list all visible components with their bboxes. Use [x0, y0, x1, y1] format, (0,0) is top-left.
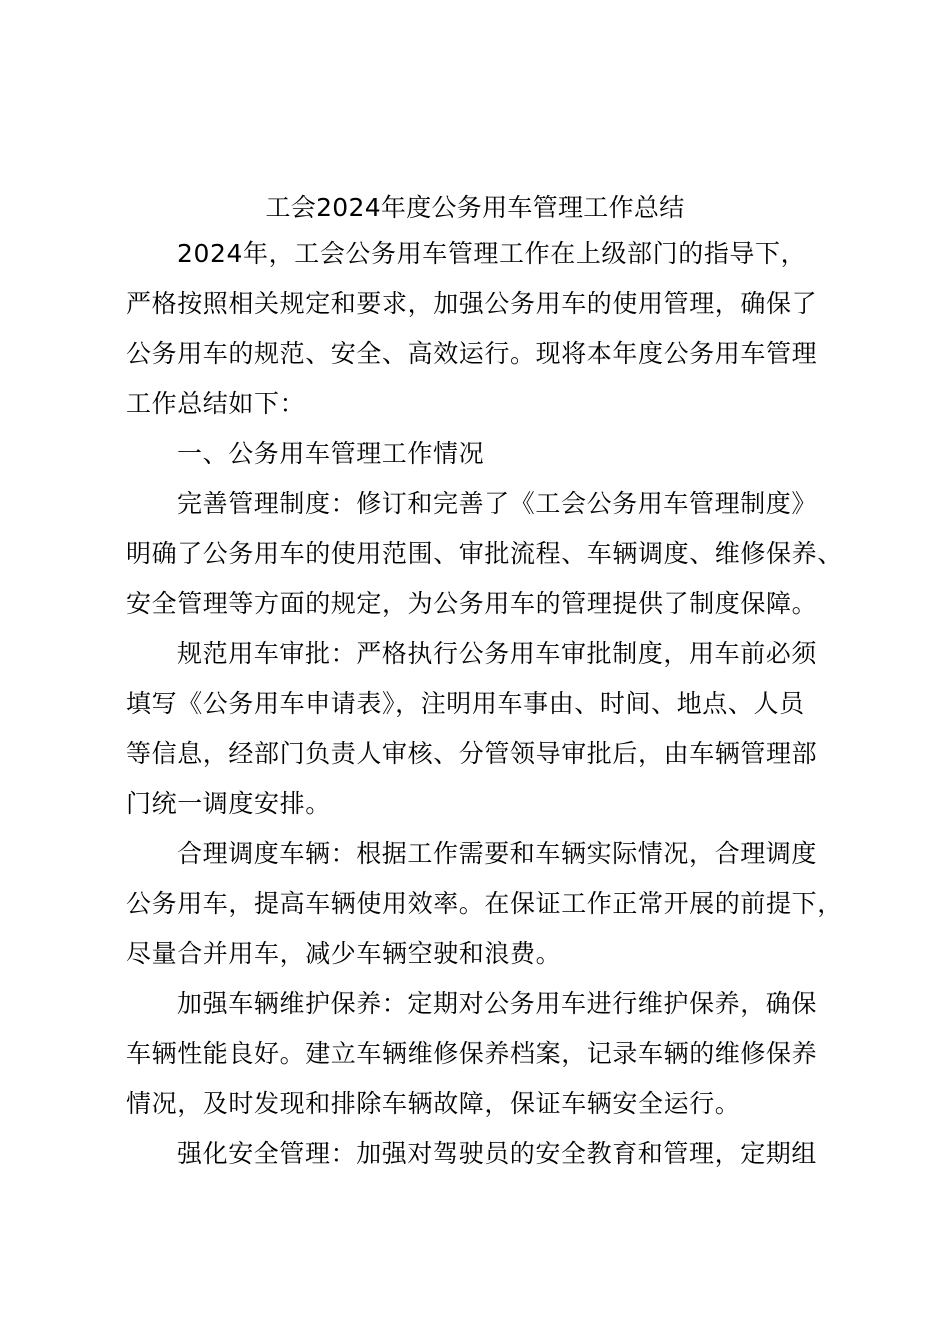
paragraph-approval-line-2: 填写《公务用车申请表》，注明用车事由、时间、地点、人员 — [126, 689, 805, 718]
paragraph-dispatch-line-3: 尽量合并用车，减少车辆空驶和浪费。 — [126, 939, 562, 968]
paragraph-dispatch-line-1: 合理调度车辆：根据工作需要和车辆实际情况，合理调度 — [177, 839, 818, 868]
paragraph-system-line-1: 完善管理制度：修订和完善了《工会公务用车管理制度》 — [177, 489, 818, 518]
paragraph-approval-line-3: 等信息，经部门负责人审核、分管领导审批后，由车辆管理部 — [126, 739, 818, 768]
paragraph-intro-line-1: 2024年，工会公务用车管理工作在上级部门的指导下， — [177, 239, 807, 268]
paragraph-approval-line-1: 规范用车审批：严格执行公务用车审批制度，用车前必须 — [177, 639, 818, 668]
paragraph-approval-line-4: 门统一调度安排。 — [126, 789, 331, 818]
paragraph-system-line-3: 安全管理等方面的规定，为公务用车的管理提供了制度保障。 — [126, 589, 818, 618]
section-heading: 一、公务用车管理工作情况 — [177, 439, 485, 468]
paragraph-dispatch-line-2: 公务用车，提高车辆使用效率。在保证工作正常开展的前提下， — [126, 889, 843, 918]
paragraph-system-line-2: 明确了公务用车的使用范围、审批流程、车辆调度、维修保养、 — [126, 539, 843, 568]
paragraph-maintenance-line-1: 加强车辆维护保养：定期对公务用车进行维护保养，确保 — [177, 989, 818, 1018]
paragraph-intro-line-2: 严格按照相关规定和要求，加强公务用车的使用管理，确保了 — [126, 289, 818, 318]
paragraph-maintenance-line-2: 车辆性能良好。建立车辆维修保养档案，记录车辆的维修保养 — [126, 1039, 818, 1068]
paragraph-safety-line-1: 强化安全管理：加强对驾驶员的安全教育和管理，定期组 — [177, 1139, 818, 1168]
paragraph-intro-line-4: 工作总结如下： — [126, 389, 306, 418]
paragraph-maintenance-line-3: 情况，及时发现和排除车辆故障，保证车辆安全运行。 — [126, 1089, 741, 1118]
document-title: 工会2024年度公务用车管理工作总结 — [265, 193, 685, 222]
paragraph-intro-line-3: 公务用车的规范、安全、高效运行。现将本年度公务用车管理 — [126, 339, 818, 368]
